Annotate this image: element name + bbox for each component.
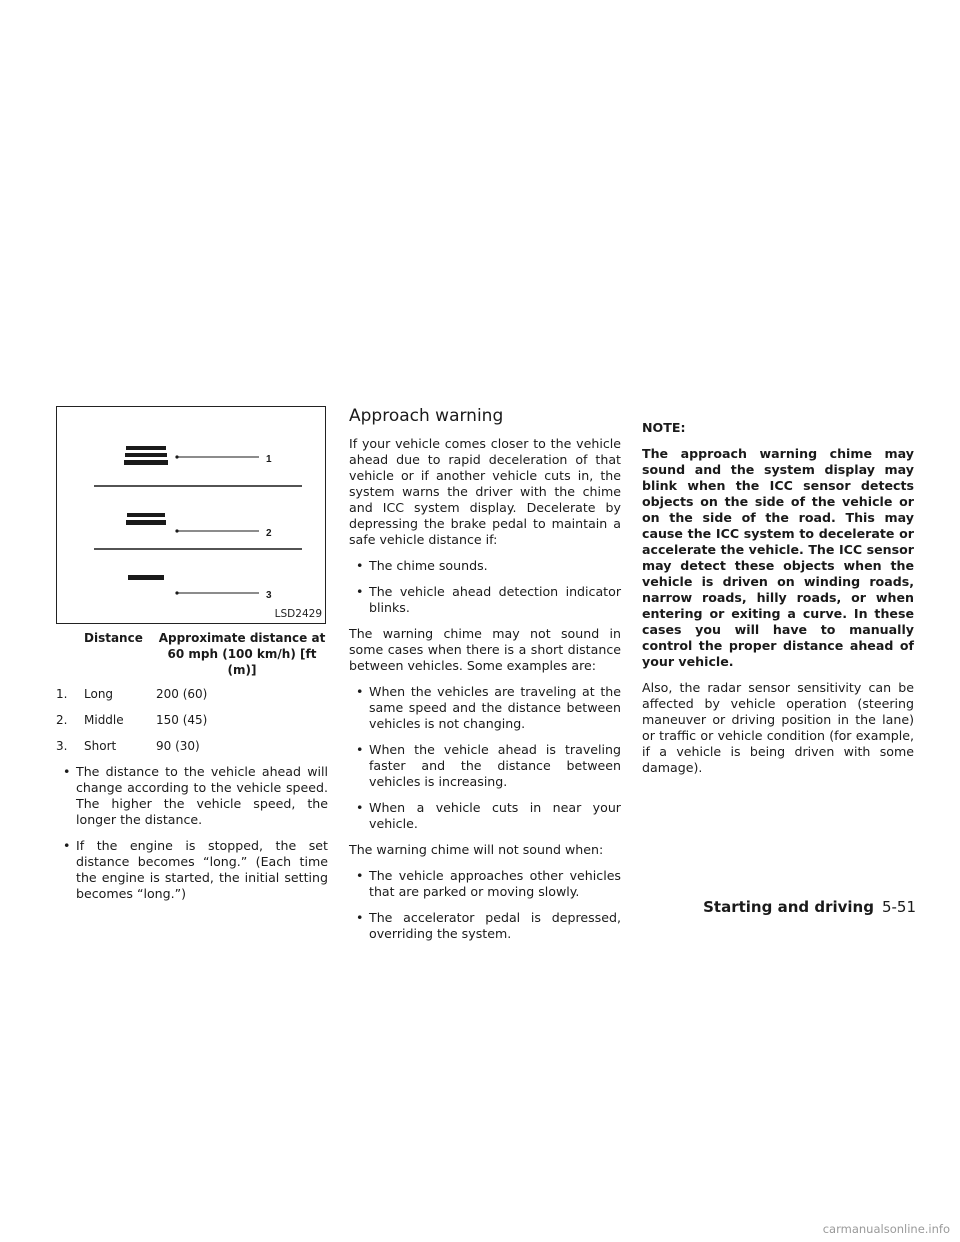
list-item: • The distance to the vehicle ahead will change according to the vehicle speed. The higher the vehicle speed, the longer the distance. <box>56 764 328 828</box>
sensitivity-paragraph: Also, the radar sensor sensitivity can be affected by vehicle operation (steering maneuver or driving position in the lane) or traffic or vehicle condition (for example, if a vehicle is being driven with some damage). <box>642 680 914 775</box>
note-body: The approach warning chime may sound and the system display may blink when the ICC sensor detects objects on the side of the vehicle or on the side of the road. This may cause the ICC system to decelerate or accelerate the vehicle. The ICC sensor may detect these objects when the vehicle is driven on winding roads, narrow roads, hilly roads, or when entering or exiting a curve. In these cases you will have to manually control the proper distance ahead of your vehicle. <box>642 446 914 669</box>
distance-table-header <box>56 630 328 678</box>
list-item: • The accelerator pedal is depressed, overriding the system. <box>349 910 621 942</box>
watermark: carmanualsonline.info <box>822 1222 950 1236</box>
approach-intro: If your vehicle comes closer to the vehicle ahead due to rapid deceleration of that vehicle or if another vehicle cuts in, the system warns the driver with the chime and ICC system display. Decelerate by depressing the brake pedal to maintain a safe vehicle distance if: <box>349 436 621 547</box>
header-approx-line2: 60 mph (100 km/h) [ft (m)] <box>167 647 317 677</box>
callout-1: 1 <box>266 454 272 465</box>
callout-3: 3 <box>266 590 272 601</box>
long-bar-2 <box>125 453 167 457</box>
distance-setting-figure <box>56 406 326 624</box>
row-number: 3. <box>56 739 68 753</box>
callout-2: 2 <box>266 528 272 539</box>
list-item: • When the vehicles are traveling at the same speed and the distance between vehicles is not changing. <box>349 684 621 732</box>
left-column <box>56 406 328 912</box>
long-bar-1 <box>126 446 166 450</box>
distance-table <box>56 630 328 754</box>
list-item: • The vehicle approaches other vehicles that are parked or moving slowly. <box>349 868 621 900</box>
table-row <box>56 686 328 702</box>
distance-bars-diagram <box>57 407 327 625</box>
page-number: 5-51 <box>881 898 916 916</box>
row-distance: Short <box>84 739 117 753</box>
header-approx <box>156 630 328 678</box>
right-column <box>642 406 914 786</box>
middle-bar-2 <box>126 520 166 525</box>
row-distance: Long <box>84 687 114 701</box>
list-item: • The chime sounds. <box>349 558 621 574</box>
row-distance: Middle <box>84 713 124 727</box>
left-bullet-list <box>56 764 328 902</box>
row-value: 90 (30) <box>156 739 200 753</box>
may-not-bullet-list <box>349 684 621 832</box>
row-number: 1. <box>56 687 68 701</box>
may-not-sound-paragraph: The warning chime may not sound in some cases when there is a short distance between vehicles. Some examples are: <box>349 626 621 673</box>
row-number: 2. <box>56 713 68 727</box>
middle-column <box>349 406 621 952</box>
list-item: • When a vehicle cuts in near your vehicle. <box>349 800 621 832</box>
header-distance: Distance <box>84 631 143 645</box>
row-value: 150 (45) <box>156 713 208 727</box>
middle-bar-1 <box>127 513 165 517</box>
header-approx-line1: Approximate distance at <box>158 631 326 645</box>
will-not-bullet-list <box>349 868 621 942</box>
if-bullet-list <box>349 558 621 616</box>
list-item: • When the vehicle ahead is traveling faster and the distance between vehicles is increasing. <box>349 742 621 790</box>
table-row <box>56 712 328 728</box>
table-row <box>56 738 328 754</box>
page-footer <box>703 898 916 916</box>
figure-code: LSD2429 <box>274 608 322 620</box>
footer-section-title: Starting and driving <box>703 898 874 916</box>
section-title: Approach warning <box>349 406 504 426</box>
short-bar-1 <box>128 575 164 580</box>
will-not-sound-paragraph: The warning chime will not sound when: <box>349 842 604 857</box>
row-value: 200 (60) <box>156 687 208 701</box>
note-label: NOTE: <box>642 420 686 435</box>
long-bar-3 <box>124 460 168 465</box>
list-item: • The vehicle ahead detection indicator blinks. <box>349 584 621 616</box>
list-item: • If the engine is stopped, the set distance becomes “long.” (Each time the engine is started, the initial setting becomes “long.”) <box>56 838 328 902</box>
